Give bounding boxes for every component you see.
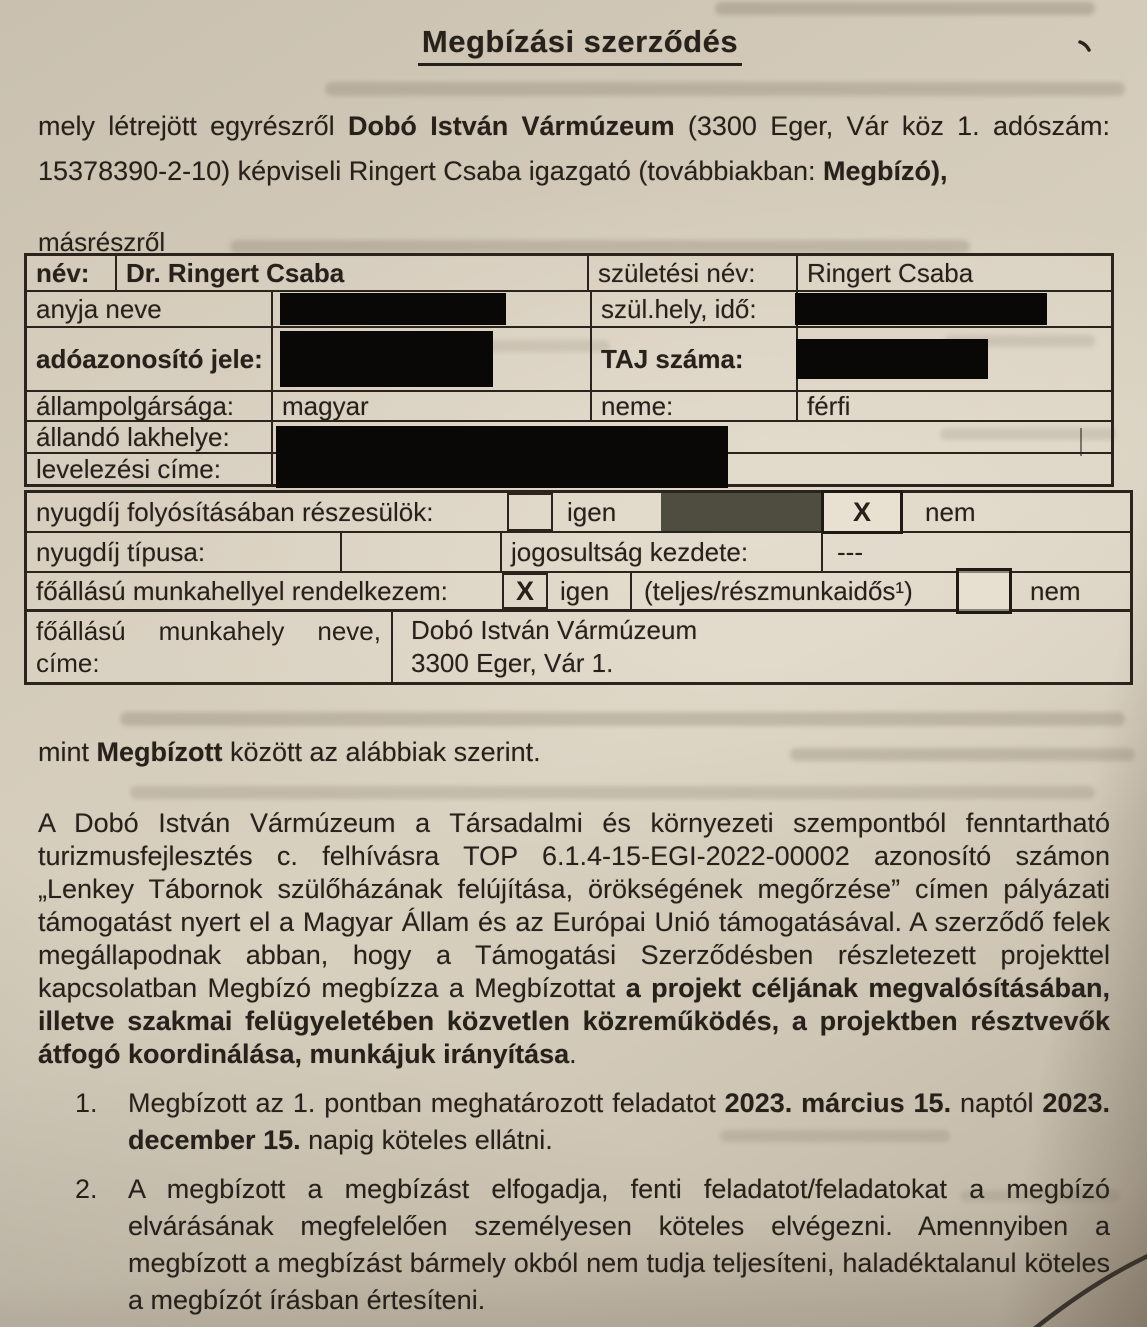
fulltime-yes-label: igen — [560, 575, 610, 606]
list-item-text: A megbízott a megbízást elfogadja, fenti feladatot/feladatokat a megbízó elvárásának megfelelően személyesen köteles elvégezni. Amennyiben a megbízott a megbízást bármely okból nem tudja teljesíteni, haladéktalanul köteles a megbízót írásban értesíteni. — [128, 1174, 1110, 1315]
taj-label: TAJ száma: — [592, 328, 798, 390]
address-label: állandó lakhelye: — [27, 422, 273, 452]
intro-paragraph: mely létrejött egyrészről Dobó István Vármúzeum (3300 Eger, Vár köz 1. adószám: 15378390-2-10) képviseli Ringert Csaba igazgató (továbbiakban: Megbízó), — [38, 111, 1111, 186]
taj-cell — [798, 328, 1111, 390]
redaction-box-gray — [661, 493, 821, 531]
list-item-number: 1. — [75, 1088, 98, 1118]
bleedthrough-text — [715, 2, 1095, 15]
eligibility-start-label: jogosultság kezdete: — [502, 533, 823, 571]
table-row — [27, 571, 1130, 609]
pension-yes-label: igen — [567, 496, 617, 527]
citizenship-label: állampolgársága: — [27, 392, 273, 420]
pension-no-label: nem — [925, 496, 976, 527]
pension-type-cell — [342, 533, 502, 571]
table-row — [27, 290, 1111, 326]
workplace-value — [393, 612, 1130, 682]
pension-label: nyugdíj folyósításában részesülök: — [36, 496, 434, 527]
workplace-label-cell — [27, 612, 393, 682]
table-row — [27, 531, 1130, 571]
personal-data-table — [24, 253, 1114, 487]
citizenship-value: magyar — [273, 392, 592, 420]
fulltime-job-label: főállású munkahellyel rendelkezem: — [36, 575, 448, 606]
workplace-label: főállású munkahely neve, címe: — [36, 616, 381, 678]
checkbox-fulltime-no — [956, 568, 1012, 614]
list-item-number: 2. — [75, 1174, 98, 1204]
employment-table — [24, 490, 1133, 685]
workplace-name: Dobó István Vármúzeum — [411, 615, 698, 645]
workplace-address: 3300 Eger, Vár 1. — [411, 648, 614, 678]
cell-divider — [1080, 428, 1082, 456]
list-item — [38, 1085, 1110, 1159]
table-row — [27, 256, 1111, 290]
tax-id-label: adóazonosító jele: — [27, 328, 273, 390]
table-row — [27, 326, 1111, 390]
birth-place-label: szül.hely, idő: — [592, 292, 798, 326]
gender-value: férfi — [807, 390, 851, 421]
checkbox-pension-no-checked: X — [821, 490, 903, 534]
tax-id-cell — [273, 328, 592, 390]
numbered-list — [38, 1085, 1110, 1319]
mother-name-label: anyja neve — [27, 292, 273, 326]
redaction-box — [796, 339, 988, 379]
pension-type-label: nyugdíj típusa: — [27, 533, 342, 571]
name-label: név: — [27, 256, 117, 290]
mint-megbizott-line: mint Megbízott között az alábbiak szerint. — [38, 737, 541, 767]
table-row — [27, 390, 1111, 420]
list-item-text: Megbízott az 1. pontban meghatározott feladatot 2023. március 15. naptól 2023. december 15. napig köteles ellátni. — [128, 1088, 1110, 1155]
redaction-box — [280, 331, 493, 387]
masreszrol-label: másrészről — [38, 227, 166, 257]
fulltime-no-label: nem — [1030, 575, 1081, 606]
list-item — [38, 1171, 1110, 1319]
checkbox-fulltime-yes-checked: X — [502, 573, 548, 609]
name-value: Dr. Ringert Csaba — [117, 256, 589, 290]
document-title: Megbízási szerződés — [418, 24, 742, 66]
redaction-box — [280, 293, 506, 325]
body-paragraph: A Dobó István Vármúzeum a Társadalmi és környezeti szempontból fenntartható turizmusfejlesztés c. felhívásra TOP 6.1.4-15-EGI-2022-00002 azonosító számon „Lenkey Tábornok szülőházának felújítása, örökségének megőrzése” címen pályázati támogatást nyert el a Magyar Állam és az Európai Unió támogatásával. A szerződő felek megállapodnak abban, hogy a Támogatási Szerződésben részletezett projekttel kapcsolatban Megbízó megbízza a Megbízottat a projekt céljának megvalósításában, illetve szakmai felügyeletében közvetlen közreműködés, a projektben résztvevők átfogó koordinálása, munkájuk irányítása. — [38, 808, 1111, 1069]
birth-name-value: Ringert Csaba — [807, 257, 974, 288]
birth-place-cell — [798, 292, 1111, 326]
table-row — [27, 493, 1130, 531]
redaction-box — [276, 426, 728, 488]
eligibility-start-value: --- — [837, 536, 863, 567]
table-row — [27, 609, 1130, 682]
mailing-address-label: levelezési címe: — [27, 454, 273, 484]
checkbox-pension-yes — [507, 493, 553, 531]
birth-name-label: születési név: — [589, 256, 798, 290]
mother-name-cell — [273, 292, 592, 326]
fulltime-parttime-label: (teljes/részmunkaidős¹) — [630, 573, 948, 609]
gender-label: neme: — [592, 392, 798, 420]
redaction-box — [795, 293, 1047, 325]
